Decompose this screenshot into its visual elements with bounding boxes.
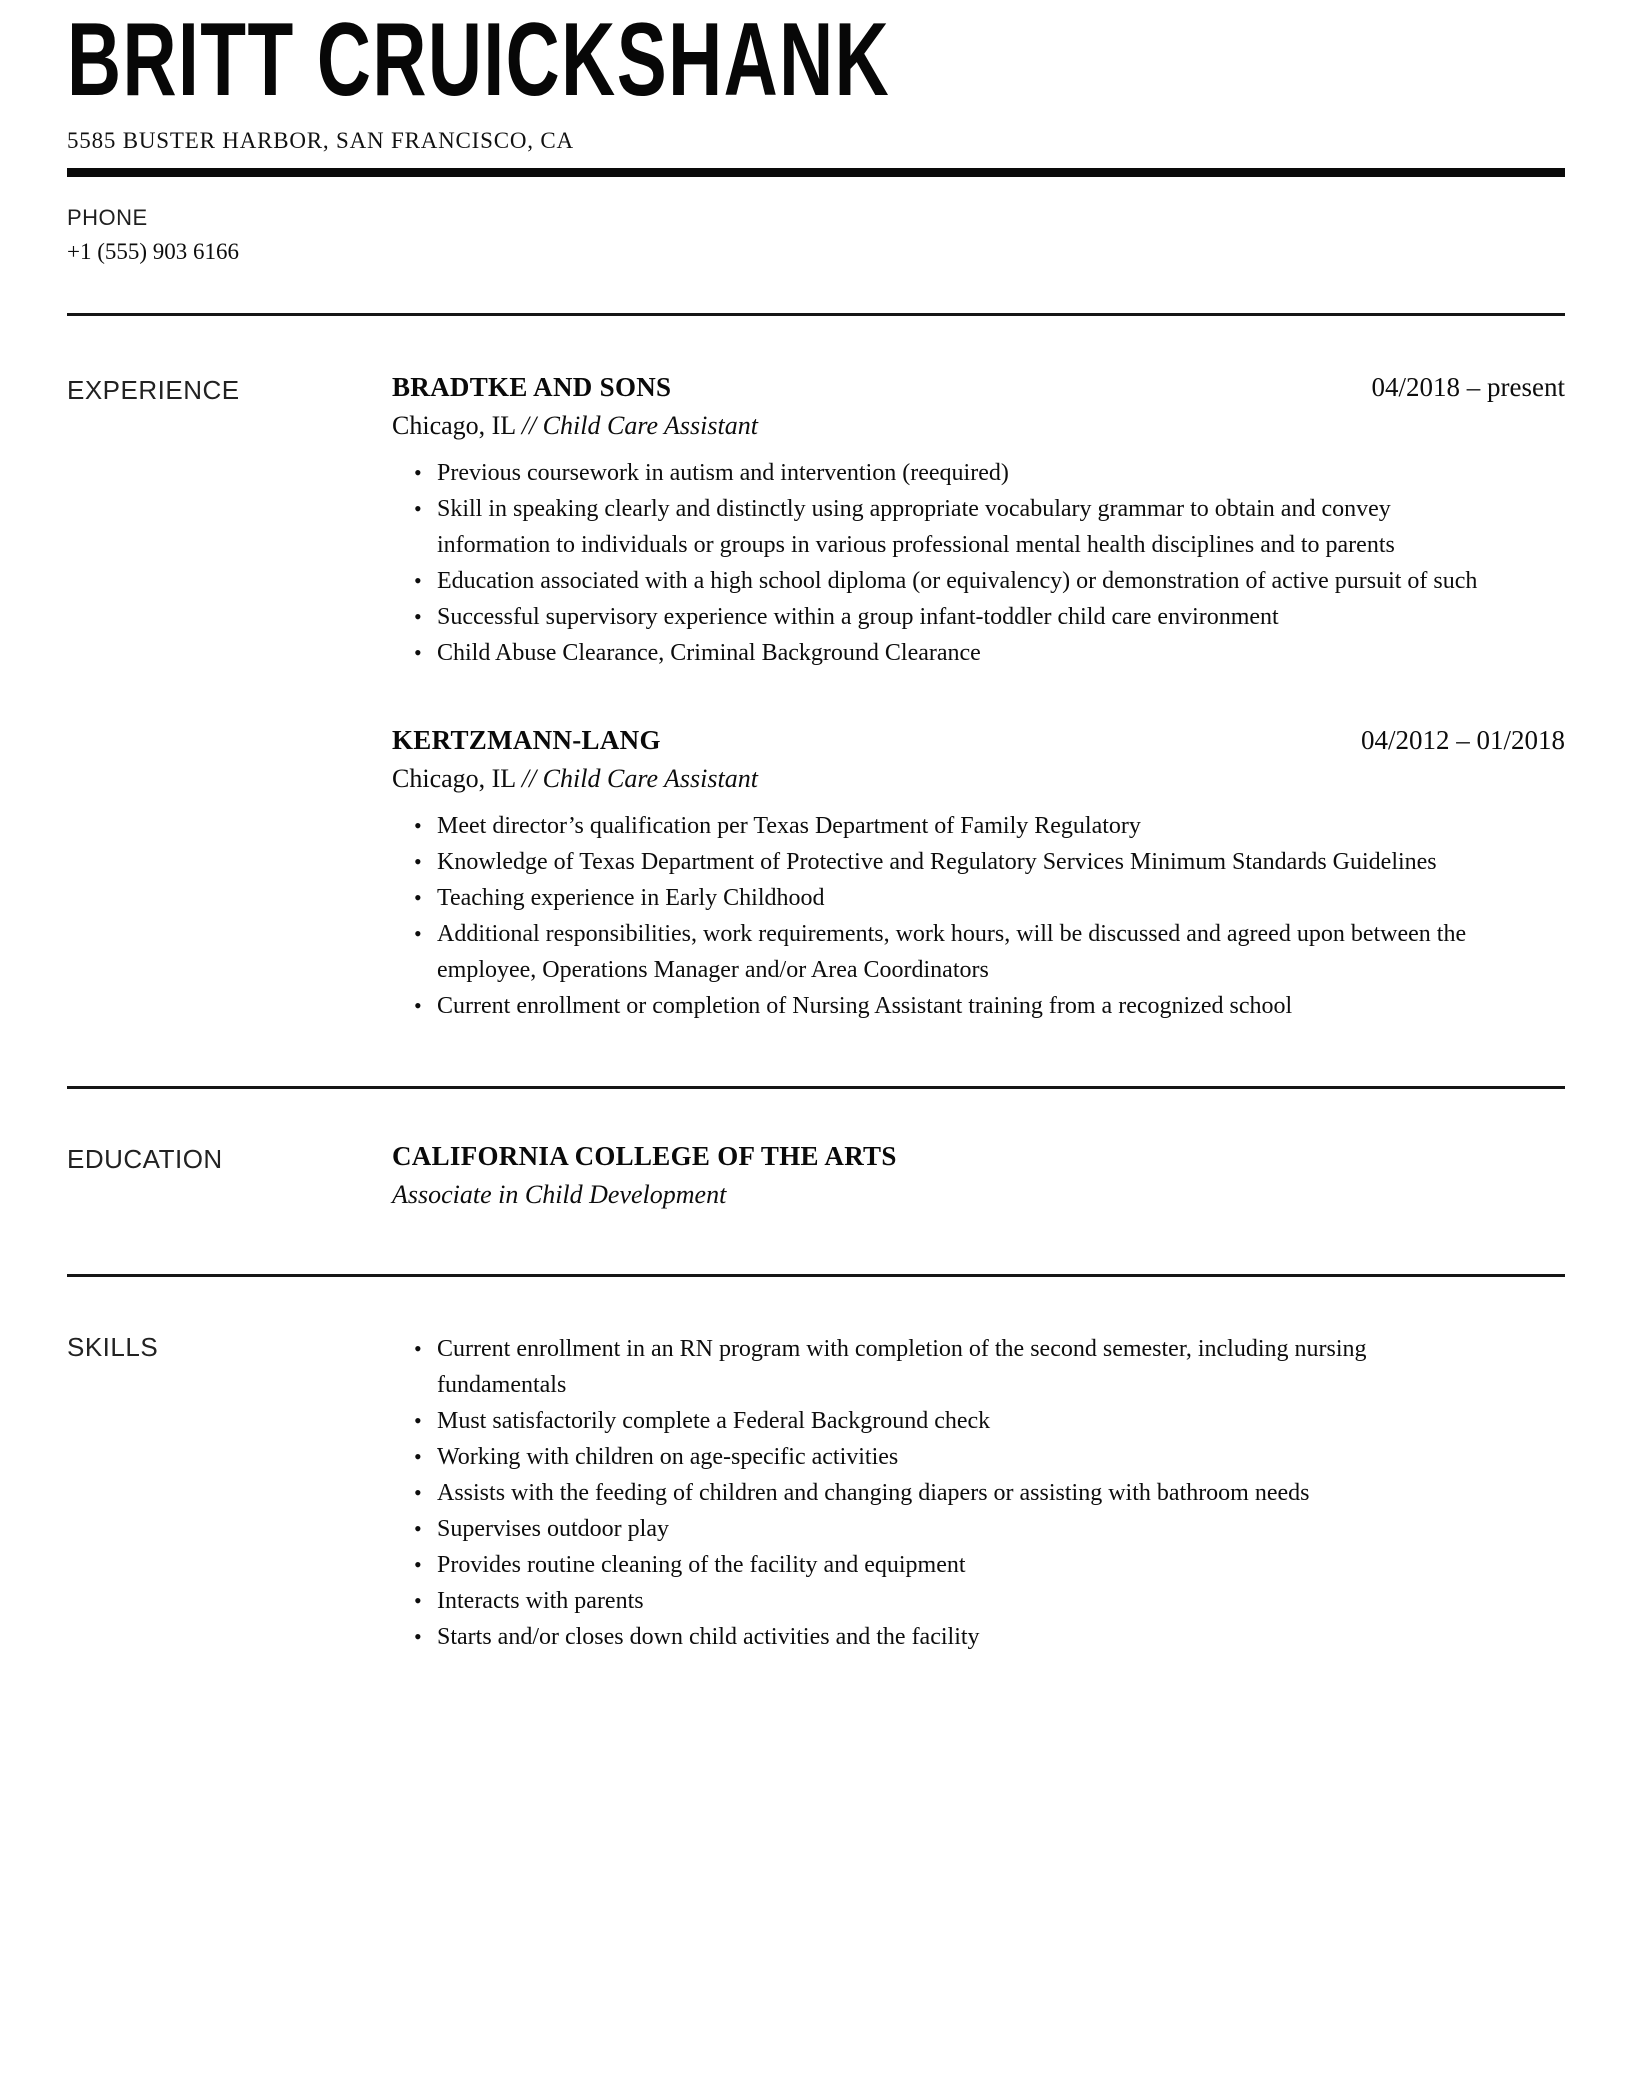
bullet-item: • Child Abuse Clearance, Criminal Background Clearance (392, 635, 1492, 671)
job-head (392, 372, 1565, 403)
job-entry-kertzmann (392, 725, 1565, 1024)
bullet-item: • Interacts with parents (392, 1583, 1492, 1619)
resume-header (67, 2, 1565, 154)
candidate-address: 5585 BUSTER HARBOR, SAN FRANCISCO, CA (67, 128, 574, 153)
candidate-name: BRITT CRUICKSHANK (67, 2, 891, 118)
job-location: Chicago, IL (392, 411, 516, 440)
experience-label: EXPERIENCE (67, 375, 240, 405)
job-location: Chicago, IL (392, 764, 516, 793)
bullet-item: • Meet director’s qualification per Texas Department of Family Regulatory (392, 808, 1492, 844)
header-divider (67, 168, 1565, 177)
skills-content (392, 1329, 1565, 1655)
bullet-item: • Must satisfactorily complete a Federal Background check (392, 1403, 1492, 1439)
job-head (392, 725, 1565, 756)
company-name: BRADTKE AND SONS (392, 372, 672, 402)
experience-divider (67, 313, 1565, 316)
bullet-item: • Supervises outdoor play (392, 1511, 1492, 1547)
phone-value: +1 (555) 903 6166 (67, 239, 240, 264)
education-label: EDUCATION (67, 1144, 223, 1174)
job-bullet-list (392, 808, 1492, 1024)
phone-label: PHONE (67, 205, 148, 230)
education-content (392, 1141, 1565, 1210)
bullet-item: • Previous coursework in autism and intervention (reequired) (392, 455, 1492, 491)
bullet-item: • Teaching experience in Early Childhood (392, 880, 1492, 916)
bullet-item: • Assists with the feeding of children and changing diapers or assisting with bathroom needs (392, 1475, 1492, 1511)
experience-content (392, 372, 1565, 1024)
bullet-item: • Starts and/or closes down child activities and the facility (392, 1619, 1492, 1655)
job-bullet-list (392, 455, 1492, 671)
contact-block (67, 205, 1565, 265)
bullet-item: • Additional responsibilities, work requirements, work hours, will be discussed and agreed upon between the employee, Operations Manager and/or Area Coordinators (392, 916, 1492, 988)
skills-bullet-list (392, 1331, 1492, 1655)
job-dates: 04/2012 – 01/2018 (1360, 725, 1565, 755)
school-name: CALIFORNIA COLLEGE OF THE ARTS (392, 1141, 897, 1171)
bullet-item: • Provides routine cleaning of the facility and equipment (392, 1547, 1492, 1583)
job-dates: 04/2018 – present (1371, 372, 1565, 402)
skills-divider (67, 1274, 1565, 1277)
education-section (67, 1141, 1565, 1210)
bullet-item: • Education associated with a high school diploma (or equivalency) or demonstration of active pursuit of such (392, 563, 1492, 599)
bullet-item: • Working with children on age-specific activities (392, 1439, 1492, 1475)
company-name: KERTZMANN-LANG (392, 725, 661, 755)
job-subtitle (392, 411, 1565, 441)
experience-section (67, 372, 1565, 1024)
degree-title: Associate in Child Development (392, 1180, 727, 1209)
bullet-item: • Skill in speaking clearly and distinctly using appropriate vocabulary grammar to obtain and convey information to individuals or groups in various professional mental health disciplines and to parents (392, 491, 1492, 563)
job-subtitle (392, 764, 1565, 794)
bullet-item: • Current enrollment or completion of Nursing Assistant training from a recognized school (392, 988, 1492, 1024)
bullet-item: • Current enrollment in an RN program with completion of the second semester, including nursing fundamentals (392, 1331, 1492, 1403)
job-title: // Child Care Assistant (521, 411, 758, 440)
bullet-item: • Successful supervisory experience within a group infant-toddler child care environment (392, 599, 1492, 635)
education-divider (67, 1086, 1565, 1089)
skills-section (67, 1329, 1565, 1655)
skills-label: SKILLS (67, 1332, 159, 1362)
bullet-item: • Knowledge of Texas Department of Protective and Regulatory Services Minimum Standards Guidelines (392, 844, 1492, 880)
job-title: // Child Care Assistant (521, 764, 758, 793)
job-entry-bradtke (392, 372, 1565, 671)
